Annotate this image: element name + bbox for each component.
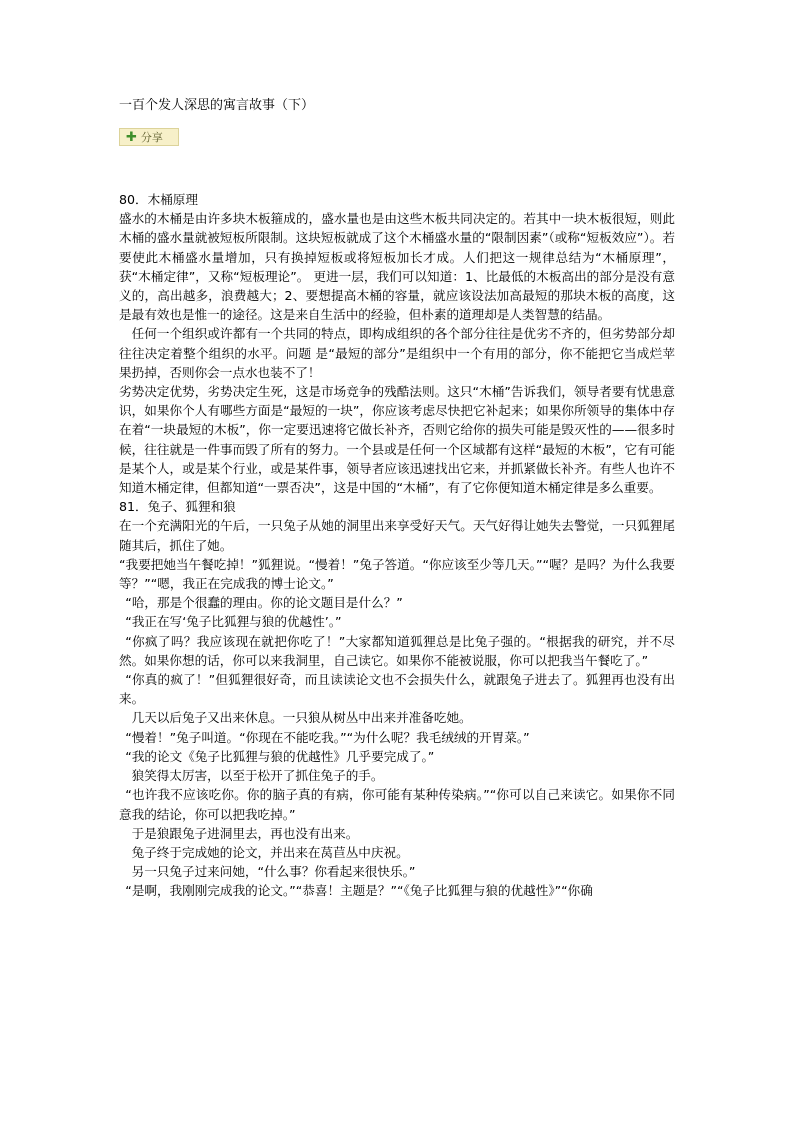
document-page bbox=[119, 96, 675, 901]
paragraph: “我要把她当午餐吃掉！”狐狸说。“慢着！”兔子答道。“你应该至少等几天。”“喔？是吗？为什么我要等？”“嗯，我正在完成我的博士论文。” bbox=[119, 556, 675, 592]
plus-icon: ✚ bbox=[126, 129, 137, 145]
paragraph: 另一只兔子过来问她，“什么事？你看起来很快乐。” bbox=[131, 864, 416, 880]
paragraph: 劣势决定优势，劣势决定生死，这是市场竞争的残酷法则。这只“木桶”告诉我们，领导者要有忧患意识，如果你个人有哪些方面是“最短的一块”，你应该考虑尽快把它补起来；如果你所领导的集体中存在着“一块最短的木板”，你一定要迅速将它做长补齐，否则它给你的损失可能是毁灭性的——很多时候，往往就是一件事而毁了所有的努力。一个县或是任何一个区域都有这样“最短的木板”，它有可能是某个人，或是某个行业，或是某件事，领导者应该迅速找出它来，并抓紧做长补齐。有些人也许不知道木桶定律，但都知道“一票否决”，这是中国的“木桶”，有了它你便知道木桶定律是多么重要。 bbox=[119, 384, 675, 496]
paragraph: “是啊，我刚刚完成我的论文。”“恭喜！主题是？”“《兔子比狐狸与狼的优越性》”“你确 bbox=[125, 883, 593, 899]
paragraph: “你疯了吗？我应该现在就把你吃了！”大家都知道狐狸总是比兔子强的。“根据我的研究，并不尽然。如果你想的话，你可以来我洞里，自己读它。如果你不能被说服，你可以把我当午餐吃了。” bbox=[119, 633, 675, 668]
paragraph: 盛水的木桶是由许多块木板箍成的，盛水量也是由这些木板共同决定的。若其中一块木板很短，则此木桶的盛水量就被短板所限制。这块短板就成了这个木桶盛水量的“限制因素”（或称“短板效应”）。若要使此木桶盛水量增加，只有换掉短板或将短板加长才成。人们把这一规律总结为“木桶原理”，获“木桶定律”，又称“短板理论”。 更进一层，我们可以知道：1、比最低的木板高出的部分是没有意义的，高出越多，浪费越大；2、要想提高木桶的容量，就应该设法加高最短的那块木板的高度，这是最有效也是惟一的途径。这是来自生活中的经验，但朴素的道理却是人类智慧的结晶。 bbox=[119, 211, 675, 323]
share-label: 分享 bbox=[140, 131, 163, 144]
article-title: 一百个发人深思的寓言故事（下） bbox=[119, 98, 315, 113]
paragraph: “也许我不应该吃你。你的脑子真的有病，你可能有某种传染病。”“你可以自己来读它。如果你不同意我的结论，你可以把我吃掉。” bbox=[119, 787, 675, 822]
paragraph: 80．木桶原理 bbox=[119, 192, 198, 207]
article-body bbox=[119, 190, 675, 901]
paragraph: 在一个充满阳光的午后，一只兔子从她的洞里出来享受好天气。天气好得让她失去警觉，一只狐狸尾随其后，抓住了她。 bbox=[119, 518, 675, 553]
paragraph: 81．兔子、狐狸和狼 bbox=[119, 499, 236, 515]
paragraph: 任何一个组织或许都有一个共同的特点，即构成组织的各个部分往往是优劣不齐的，但劣势部分却往往决定着整个组织的水平。问题 是“最短的部分”是组织中一个有用的部分，你不能把它当成烂苹果扔掉，否则你会一点水也装不了！ bbox=[119, 326, 675, 380]
paragraph: “我正在写‘兔子比狐狸与狼的优越性’。” bbox=[125, 614, 342, 630]
paragraph: “我的论文《兔子比狐狸与狼的优越性》几乎要完成了。” bbox=[125, 748, 435, 764]
paragraph: “你真的疯了！”但狐狸很好奇，而且读读论文也不会损失什么，就跟兔子进去了。狐狸再也没有出来。 bbox=[119, 672, 675, 707]
paragraph: 于是狼跟兔子进洞里去，再也没有出来。 bbox=[131, 825, 359, 841]
paragraph: “慢着！”兔子叫道。“你现在不能吃我。”“为什么呢？我毛绒绒的开胃菜。” bbox=[125, 729, 530, 745]
paragraph: 狼笑得太厉害，以至于松开了抓住兔子的手。 bbox=[131, 768, 384, 784]
paragraph: “哈，那是个很蠢的理由。你的论文题目是什么？” bbox=[125, 595, 403, 611]
paragraph: 兔子终于完成她的论文，并出来在莴苣丛中庆祝。 bbox=[131, 844, 409, 860]
paragraph: 几天以后兔子又出来休息。一只狼从树丛中出来并准备吃她。 bbox=[131, 710, 472, 726]
share-button[interactable] bbox=[119, 128, 179, 146]
